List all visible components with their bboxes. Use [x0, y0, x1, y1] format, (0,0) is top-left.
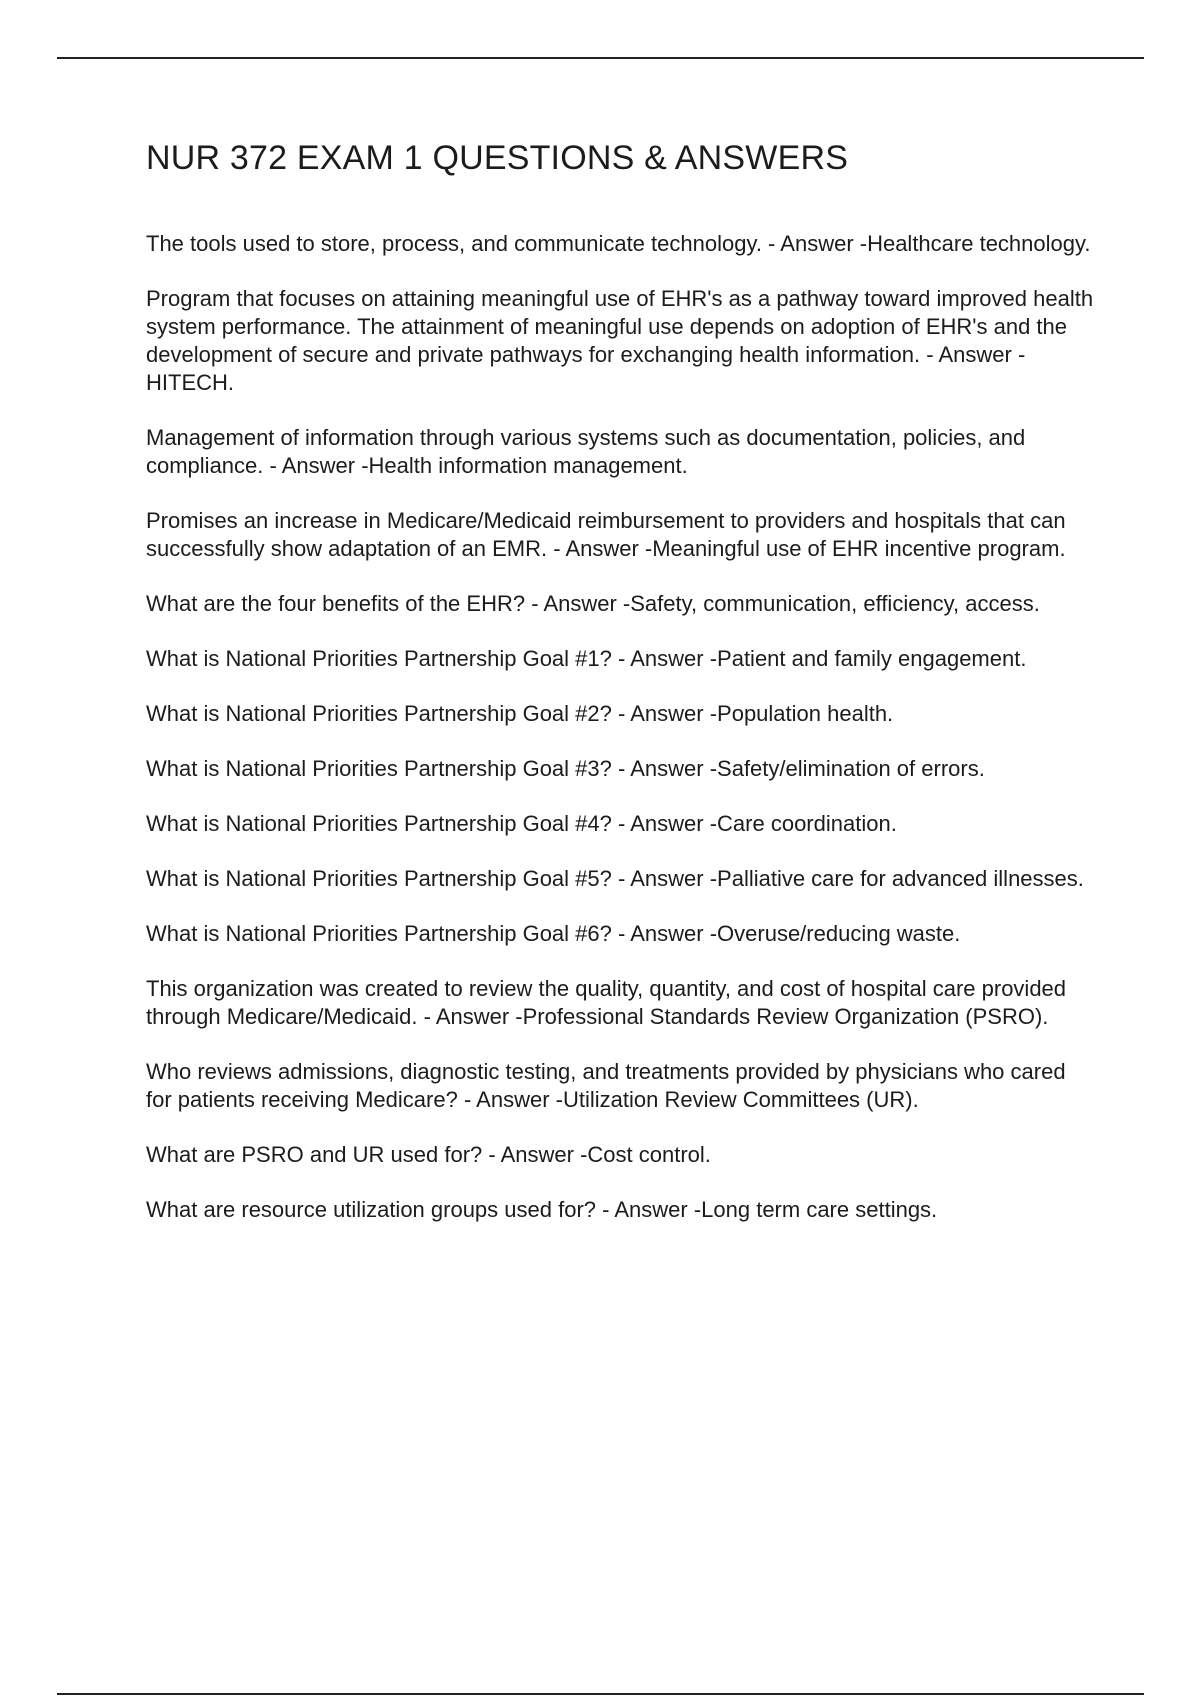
answer-text: Overuse/reducing waste.: [717, 921, 961, 946]
qa-item: What are resource utilization groups used for? - Answer -Long term care settings.: [146, 1197, 938, 1222]
answer-text: Health information management.: [368, 453, 688, 478]
answer-text: HITECH.: [146, 370, 234, 395]
question-text: What is National Priorities Partnership Goal #3?: [146, 756, 612, 781]
answer-prefix: Answer -: [630, 921, 718, 946]
answer-prefix: Answer -: [780, 231, 868, 256]
answer-text: Palliative care for advanced illnesses.: [717, 866, 1084, 891]
answer-text: Patient and family engagement.: [717, 646, 1027, 671]
question-text: Management of information through various systems such as documentation, policies, and compliance.: [146, 425, 1026, 478]
top-divider: [57, 57, 1144, 59]
answer-text: Safety, communication, efficiency, access.: [630, 591, 1040, 616]
document-title: NUR 372 EXAM 1 QUESTIONS & ANSWERS: [146, 139, 849, 177]
question-text: What are the four benefits of the EHR?: [146, 591, 526, 616]
question-text: What is National Priorities Partnership Goal #5?: [146, 866, 612, 891]
qa-item: The tools used to store, process, and communicate technology. - Answer -Healthcare technology.: [146, 231, 1091, 256]
question-text: What is National Priorities Partnership Goal #1?: [146, 646, 612, 671]
qa-item: What is National Priorities Partnership Goal #5? - Answer -Palliative care for advanced illnesses.: [146, 866, 1084, 891]
answer-prefix: Answer -: [630, 646, 718, 671]
question-text: What are PSRO and UR used for?: [146, 1142, 483, 1167]
answer-text: Utilization Review Committees (UR).: [562, 1087, 919, 1112]
answer-text: Professional Standards Review Organization (PSRO).: [522, 1004, 1049, 1029]
question-text: This organization was created to review the quality, quantity, and cost of hospital care provided through Medicare/Medicaid.: [146, 976, 1067, 1029]
qa-item: Promises an increase in Medicare/Medicaid reimbursement to providers and hospitals that can successfully show adaptation of an EMR. - Answer -Meaningful use of EHR incentive program.: [146, 508, 1066, 561]
answer-prefix: Answer -: [630, 756, 718, 781]
answer-text: Care coordination.: [717, 811, 897, 836]
answer-prefix: Answer -: [565, 536, 653, 561]
qa-item: Who reviews admissions, diagnostic testing, and treatments provided by physicians who cared for patients receiving Medicare? - Answer -Utilization Review Committees (UR).: [146, 1059, 1066, 1112]
document-body: [146, 138, 1096, 1251]
answer-text: Healthcare technology.: [867, 231, 1091, 256]
answer-text: Long term care settings.: [701, 1197, 938, 1222]
bottom-divider: [57, 1693, 1144, 1695]
question-text: What are resource utilization groups used for?: [146, 1197, 597, 1222]
answer-text: Cost control.: [587, 1142, 711, 1167]
qa-item: This organization was created to review the quality, quantity, and cost of hospital care provided through Medicare/Medicaid. - Answer -Professional Standards Review Organization (PSRO).: [146, 976, 1067, 1029]
answer-prefix: Answer -: [543, 591, 631, 616]
answer-prefix: Answer -: [500, 1142, 588, 1167]
question-text: What is National Priorities Partnership Goal #4?: [146, 811, 612, 836]
answer-prefix: Answer -: [281, 453, 369, 478]
answer-text: Population health.: [717, 701, 894, 726]
qa-item: What is National Priorities Partnership Goal #6? - Answer -Overuse/reducing waste.: [146, 921, 961, 946]
question-text: What is National Priorities Partnership Goal #2?: [146, 701, 612, 726]
answer-prefix: Answer -: [630, 866, 718, 891]
question-text: What is National Priorities Partnership Goal #6?: [146, 921, 612, 946]
answer-prefix: Answer -: [476, 1087, 563, 1112]
answer-prefix: Answer -: [614, 1197, 702, 1222]
qa-list: [146, 230, 1096, 1224]
answer-text: Safety/elimination of errors.: [717, 756, 985, 781]
qa-item: What is National Priorities Partnership Goal #4? - Answer -Care coordination.: [146, 811, 897, 836]
answer-text: Meaningful use of EHR incentive program.: [652, 536, 1066, 561]
question-text: Promises an increase in Medicare/Medicaid reimbursement to providers and hospitals that can successfully show adaptation of an EMR.: [146, 508, 1066, 561]
qa-item: What is National Priorities Partnership Goal #3? - Answer -Safety/elimination of errors.: [146, 756, 985, 781]
qa-item: What is National Priorities Partnership Goal #2? - Answer -Population health.: [146, 701, 894, 726]
qa-item: Management of information through various systems such as documentation, policies, and compliance. - Answer -Health information management.: [146, 425, 1026, 478]
question-text: The tools used to store, process, and communicate technology.: [146, 231, 762, 256]
answer-prefix: Answer -: [630, 701, 718, 726]
answer-prefix: Answer -: [938, 342, 1026, 367]
qa-item: Program that focuses on attaining meaningful use of EHR's as a pathway toward improved health system performance. The attainment of meaningful use depends on adoption of EHR's and the development of secure and private pathways for exchanging health information. - Answer -HITECH.: [146, 286, 1094, 395]
question-text: Program that focuses on attaining meaningful use of EHR's as a pathway toward improved health system performance. The attainment of meaningful use depends on adoption of EHR's and the development of secure and private pathways for exchanging health information.: [146, 286, 1094, 367]
qa-item: What are PSRO and UR used for? - Answer -Cost control.: [146, 1142, 711, 1167]
qa-item: What is National Priorities Partnership Goal #1? - Answer -Patient and family engagement.: [146, 646, 1027, 671]
qa-item: What are the four benefits of the EHR? - Answer -Safety, communication, efficiency, access.: [146, 591, 1040, 616]
question-text: Who reviews admissions, diagnostic testing, and treatments provided by physicians who cared for patients receiving Medicare?: [146, 1059, 1066, 1112]
answer-prefix: Answer -: [630, 811, 718, 836]
answer-prefix: Answer -: [435, 1004, 523, 1029]
